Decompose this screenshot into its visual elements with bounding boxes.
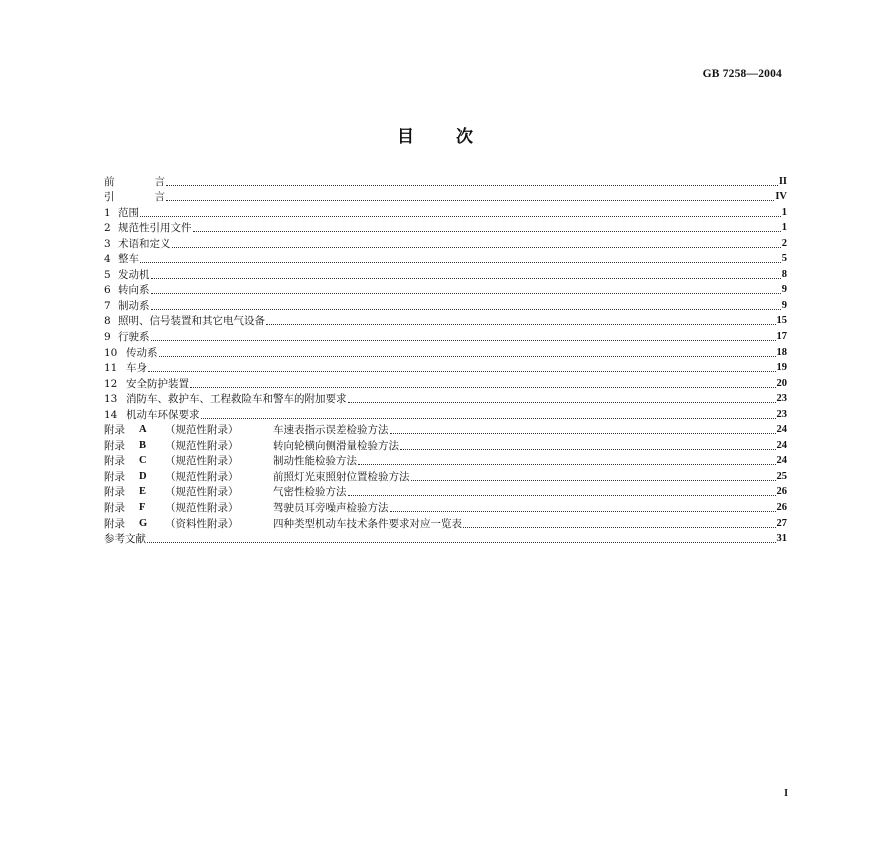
toc-entry-appendix[interactable] bbox=[104, 483, 787, 499]
toc-entry-chapter[interactable] bbox=[104, 390, 787, 406]
toc-appendix-type: （规范性附录） bbox=[165, 424, 239, 437]
toc-page-number: 26 bbox=[776, 486, 787, 498]
dot-leader bbox=[201, 417, 776, 419]
toc-page-number: 1 bbox=[781, 206, 787, 218]
toc-appendix-tag: 附录 bbox=[104, 424, 125, 437]
toc-appendix-tag: 附录 bbox=[104, 517, 125, 530]
toc-page-number: 23 bbox=[776, 393, 787, 405]
toc-page-number: 23 bbox=[776, 408, 787, 420]
toc-entry-foreword[interactable] bbox=[104, 172, 787, 188]
toc-chapter-title: 行驶系 bbox=[118, 331, 150, 344]
dot-leader bbox=[390, 510, 776, 512]
toc-entry-appendix[interactable] bbox=[104, 514, 787, 530]
toc-appendix-letter: F bbox=[139, 502, 146, 514]
toc-page-number: 2 bbox=[781, 237, 787, 249]
dot-leader bbox=[190, 386, 776, 388]
dot-leader bbox=[147, 541, 776, 543]
toc-title bbox=[0, 122, 870, 147]
toc-chapter-title: 消防车、救护车、工程救险车和警车的附加要求 bbox=[126, 393, 347, 406]
toc-page-number: 15 bbox=[776, 315, 787, 327]
toc-chapter-title: 规范性引用文件 bbox=[118, 222, 192, 235]
toc-front-char-2: 言 bbox=[154, 191, 165, 204]
toc-appendix-title: 气密性检验方法 bbox=[273, 486, 347, 499]
standard-number: GB 7258—2004 bbox=[702, 68, 782, 80]
toc-entry-chapter[interactable] bbox=[104, 250, 787, 266]
page-number: I bbox=[784, 788, 788, 799]
toc-chapter-title: 传动系 bbox=[126, 346, 158, 359]
toc-chapter-number: 12 bbox=[104, 377, 118, 390]
toc-page-number: 31 bbox=[776, 533, 787, 545]
toc-page-number: 20 bbox=[776, 377, 787, 389]
toc-appendix-title: 制动性能检验方法 bbox=[273, 455, 357, 468]
toc-page-number: 8 bbox=[781, 268, 787, 280]
toc-page-number: 24 bbox=[776, 424, 787, 436]
toc-entry-references[interactable] bbox=[104, 530, 787, 546]
toc-appendix-type: （规范性附录） bbox=[165, 455, 239, 468]
dot-leader bbox=[400, 448, 776, 450]
toc-appendix-title: 前照灯光束照射位置检验方法 bbox=[273, 470, 410, 483]
toc-page-number: II bbox=[778, 175, 787, 187]
toc-entry-chapter[interactable] bbox=[104, 234, 787, 250]
toc-chapter-number: 8 bbox=[104, 315, 111, 328]
toc-chapter-number: 13 bbox=[104, 393, 118, 406]
toc-entry-chapter[interactable] bbox=[104, 327, 787, 343]
toc-appendix-tag: 附录 bbox=[104, 455, 125, 468]
toc-chapter-title: 发动机 bbox=[118, 268, 150, 281]
toc-front-char-1: 引 bbox=[104, 191, 115, 204]
toc-chapter-number: 5 bbox=[104, 268, 111, 281]
dot-leader bbox=[411, 479, 776, 481]
toc-chapter-number: 9 bbox=[104, 331, 111, 344]
toc-title-char-1: 目 bbox=[397, 127, 414, 147]
toc-chapter-number: 3 bbox=[104, 237, 111, 250]
toc-page-number: 24 bbox=[776, 439, 787, 451]
toc-appendix-tag: 附录 bbox=[104, 486, 125, 499]
dot-leader bbox=[348, 494, 776, 496]
toc-title-char-2: 次 bbox=[456, 127, 473, 147]
toc-references-title: 参考文献 bbox=[104, 533, 146, 546]
toc-chapter-title: 整车 bbox=[118, 253, 139, 266]
dot-leader bbox=[151, 308, 781, 310]
dot-leader bbox=[140, 215, 781, 217]
toc-page-number: 25 bbox=[776, 470, 787, 482]
toc-appendix-type: （规范性附录） bbox=[165, 486, 239, 499]
toc-chapter-title: 转向系 bbox=[118, 284, 150, 297]
toc-appendix-type: （规范性附录） bbox=[165, 439, 239, 452]
toc-page-number: 9 bbox=[781, 284, 787, 296]
toc-chapter-number: 11 bbox=[104, 362, 118, 375]
toc-entry-chapter[interactable] bbox=[104, 359, 787, 375]
toc-appendix-letter: A bbox=[139, 424, 147, 436]
toc-page-number: 18 bbox=[776, 346, 787, 358]
dot-leader bbox=[140, 261, 781, 263]
toc-chapter-title: 术语和定义 bbox=[118, 237, 171, 250]
toc-chapter-title: 范围 bbox=[118, 206, 139, 219]
toc-chapter-title: 制动系 bbox=[118, 299, 150, 312]
toc-list bbox=[104, 172, 787, 545]
dot-leader bbox=[148, 370, 776, 372]
toc-entry-chapter[interactable] bbox=[104, 281, 787, 297]
toc-entry-chapter[interactable] bbox=[104, 219, 787, 235]
toc-chapter-number: 4 bbox=[104, 253, 111, 266]
toc-entry-introduction[interactable] bbox=[104, 188, 787, 204]
toc-page-number: 1 bbox=[781, 222, 787, 234]
dot-leader bbox=[358, 463, 776, 465]
toc-page-number: 19 bbox=[776, 362, 787, 374]
toc-page-number: 26 bbox=[776, 502, 787, 514]
dot-leader bbox=[159, 355, 776, 357]
toc-entry-chapter[interactable] bbox=[104, 374, 787, 390]
toc-appendix-tag: 附录 bbox=[104, 502, 125, 515]
dot-leader bbox=[390, 432, 776, 434]
toc-entry-chapter[interactable] bbox=[104, 405, 787, 421]
dot-leader bbox=[151, 277, 781, 279]
toc-front-char-1: 前 bbox=[104, 175, 115, 188]
dot-leader bbox=[266, 323, 776, 325]
toc-chapter-title: 照明、信号装置和其它电气设备 bbox=[118, 315, 265, 328]
toc-entry-chapter[interactable] bbox=[104, 343, 787, 359]
dot-leader bbox=[166, 199, 774, 201]
toc-chapter-title: 机动车环保要求 bbox=[126, 408, 200, 421]
dot-leader bbox=[348, 401, 776, 403]
toc-appendix-title: 驾驶员耳旁噪声检验方法 bbox=[273, 502, 389, 515]
toc-chapter-number: 6 bbox=[104, 284, 111, 297]
toc-entry-chapter[interactable] bbox=[104, 265, 787, 281]
toc-page-number: 5 bbox=[781, 253, 787, 265]
toc-chapter-title: 车身 bbox=[126, 362, 147, 375]
toc-appendix-letter: D bbox=[139, 470, 147, 482]
toc-page-number: 24 bbox=[776, 455, 787, 467]
dot-leader bbox=[172, 246, 781, 248]
toc-appendix-title: 四种类型机动车技术条件要求对应一览表 bbox=[273, 517, 462, 530]
toc-entry-chapter[interactable] bbox=[104, 296, 787, 312]
toc-entry-appendix[interactable] bbox=[104, 452, 787, 468]
dot-leader bbox=[193, 230, 781, 232]
toc-page-number: 27 bbox=[776, 517, 787, 529]
dot-leader bbox=[463, 526, 776, 528]
toc-appendix-title: 转向轮横向侧滑量检验方法 bbox=[273, 439, 399, 452]
toc-appendix-letter: E bbox=[139, 486, 147, 498]
toc-appendix-tag: 附录 bbox=[104, 470, 125, 483]
toc-appendix-letter: G bbox=[139, 517, 148, 529]
toc-page-number: IV bbox=[775, 191, 787, 203]
toc-chapter-number: 1 bbox=[104, 206, 111, 219]
toc-chapter-number: 14 bbox=[104, 408, 118, 421]
toc-page-number: 17 bbox=[776, 331, 787, 343]
toc-entry-chapter[interactable] bbox=[104, 312, 787, 328]
toc-chapter-number: 10 bbox=[104, 346, 118, 359]
dot-leader bbox=[166, 184, 778, 186]
toc-appendix-type: （规范性附录） bbox=[165, 470, 239, 483]
toc-appendix-title: 车速表指示误差检验方法 bbox=[273, 424, 389, 437]
dot-leader bbox=[151, 292, 781, 294]
toc-appendix-type: （资料性附录） bbox=[165, 517, 239, 530]
dot-leader bbox=[151, 339, 776, 341]
toc-front-char-2: 言 bbox=[154, 175, 165, 188]
toc-appendix-letter: B bbox=[139, 439, 147, 451]
toc-entry-appendix[interactable] bbox=[104, 421, 787, 437]
toc-entry-appendix[interactable] bbox=[104, 467, 787, 483]
toc-page-number: 9 bbox=[781, 299, 787, 311]
toc-entry-appendix[interactable] bbox=[104, 498, 787, 514]
toc-chapter-number: 2 bbox=[104, 222, 111, 235]
toc-appendix-type: （规范性附录） bbox=[165, 502, 239, 515]
toc-entry-chapter[interactable] bbox=[104, 203, 787, 219]
toc-chapter-title: 安全防护装置 bbox=[126, 377, 189, 390]
toc-entry-appendix[interactable] bbox=[104, 436, 787, 452]
toc-appendix-tag: 附录 bbox=[104, 439, 125, 452]
toc-appendix-letter: C bbox=[139, 455, 147, 467]
toc-chapter-number: 7 bbox=[104, 299, 111, 312]
